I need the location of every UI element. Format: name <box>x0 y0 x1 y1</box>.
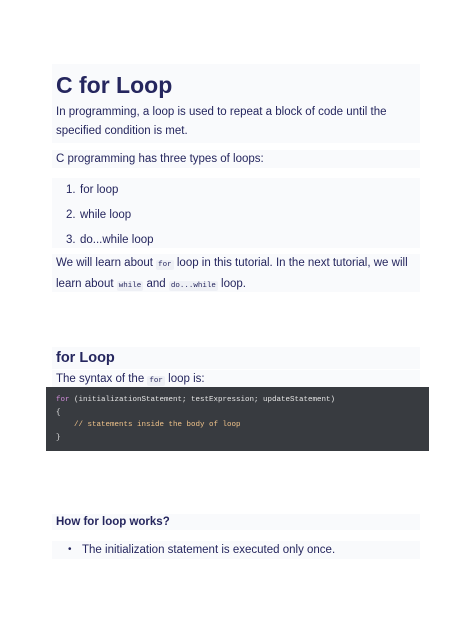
page-title: C for Loop <box>52 64 420 106</box>
list-item <box>66 178 420 203</box>
inline-code-for: for <box>149 377 163 385</box>
list-number: 1. <box>66 184 76 196</box>
for-loop-heading: for Loop <box>52 347 420 369</box>
learn-paragraph <box>52 254 420 292</box>
learn-text-3: and <box>143 278 169 290</box>
syntax-text-post: loop is: <box>164 373 205 385</box>
list-number: 2. <box>66 209 76 221</box>
code-block[interactable] <box>46 387 429 451</box>
inline-code-do-while: do...while <box>170 282 216 290</box>
code-keyword: for <box>56 396 70 404</box>
list-item <box>66 228 420 253</box>
learn-text-4: loop. <box>217 278 246 290</box>
list-number: 3. <box>66 234 76 246</box>
list-item-label: for loop <box>80 184 119 196</box>
bullet-icon: • <box>68 544 72 555</box>
code-line-2: { <box>56 408 61 417</box>
list-item <box>66 203 420 228</box>
inline-code-for: for <box>158 261 172 269</box>
how-list <box>52 541 420 559</box>
syntax-text-pre: The syntax of the <box>56 373 148 385</box>
list-item-label: do...while loop <box>80 234 154 246</box>
learn-text-1: We will learn about <box>56 257 157 269</box>
inline-code-while: while <box>118 282 142 290</box>
loop-types-intro: C programming has three types of loops: <box>52 150 420 168</box>
code-line-1-rest: (initializationStatement; testExpression; updateStatement) <box>69 396 336 404</box>
list-item-label: while loop <box>80 209 132 221</box>
code-line-4: } <box>56 433 61 442</box>
syntax-paragraph <box>52 370 420 388</box>
list-item-label: The initialization statement is executed only once. <box>82 544 336 556</box>
intro-paragraph: In programming, a loop is used to repeat a block of code until the specified condition is met. <box>52 103 420 143</box>
learn-text-2: loop in this tutorial. In the next tutorial, we will learn about <box>56 257 408 290</box>
loop-types-list <box>52 178 420 248</box>
list-item <box>68 541 420 559</box>
code-line-1 <box>56 394 419 407</box>
how-heading: How for loop works? <box>52 514 420 530</box>
code-comment: // statements inside the body of loop <box>74 421 241 429</box>
